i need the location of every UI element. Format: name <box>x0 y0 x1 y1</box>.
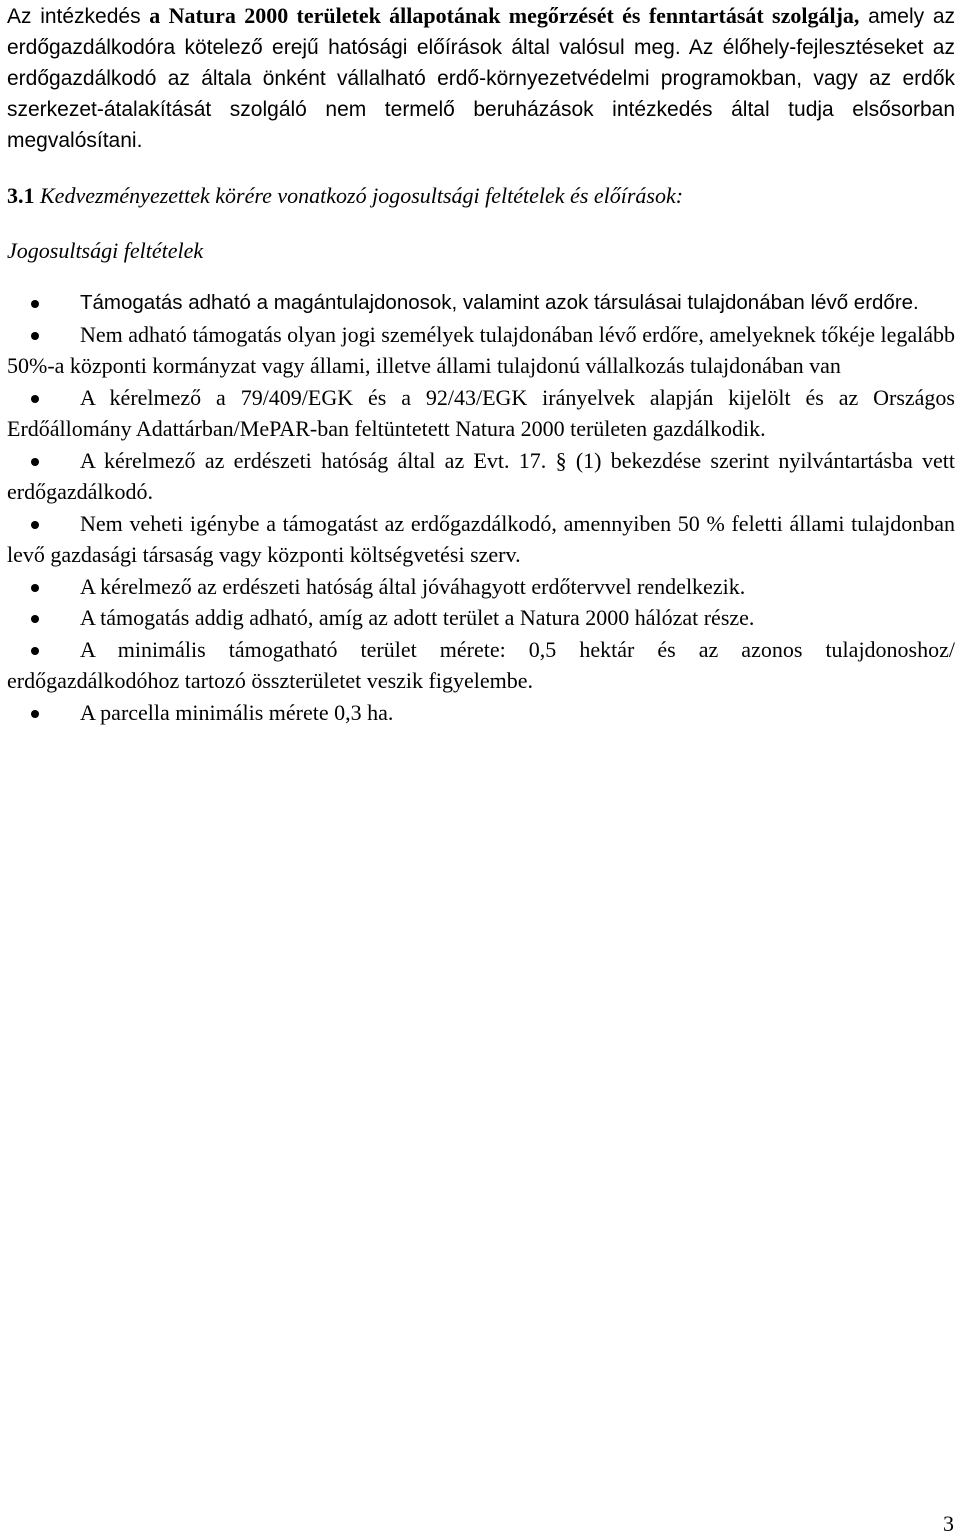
list-item <box>7 445 955 508</box>
list-item-text: Támogatás adható a magántulajdonosok, valamint azok társulásai tulajdonában lévő erdőre. <box>80 291 919 314</box>
page-number: 3 <box>943 1511 954 1536</box>
list-item <box>7 602 955 634</box>
list-item-text: A támogatás addig adható, amíg az adott terület a Natura 2000 hálózat része. <box>80 605 755 630</box>
list-item <box>7 287 955 319</box>
bullet-icon <box>31 584 39 592</box>
bullet-icon <box>31 710 39 718</box>
list-item-text: A parcella minimális mérete 0,3 ha. <box>80 699 394 725</box>
bullet-icon <box>31 395 39 403</box>
list-item <box>7 634 955 697</box>
list-item <box>7 697 955 729</box>
list-item <box>7 508 955 571</box>
intro-text-start: Az intézkedés <box>7 5 150 28</box>
list-item-text: A minimális támogatható terület mérete: 0,5 hektár és az azonos tulajdonoshoz/ erdőgazdálkodóhoz tartozó összterületet veszik figyelembe. <box>7 636 955 693</box>
list-item-text: A kérelmező a 79/409/EGK és a 92/43/EGK irányelvek alapján kijelölt és az Országos Erdőállomány Adattárban/MePAR-ban feltüntetett Natura 2000 területen gazdálkodik. <box>7 384 955 441</box>
bullet-icon <box>31 647 39 655</box>
list-item-text: A kérelmező az erdészeti hatóság által az Evt. 17. § (1) bekezdése szerint nyilvántartásba vett erdőgazdálkodó. <box>7 447 955 504</box>
section-title: Kedvezményezettek körére vonatkozó jogosultsági feltételek és előírások: <box>34 183 684 208</box>
list-item-text: Nem veheti igénybe a támogatást az erdőgazdálkodó, amennyiben 50 % feletti állami tulajdonban levő gazdasági társaság vagy központi költségvetési szerv. <box>7 510 955 567</box>
section-number: 3.1 <box>7 183 35 208</box>
bullet-icon <box>31 332 39 340</box>
list-item <box>7 319 955 382</box>
intro-bold-text: a Natura 2000 területek állapotának megőrzését és fenntartását szolgálja, <box>149 3 860 28</box>
section-heading <box>7 180 955 211</box>
intro-text-rest: amely az erdőgazdálkodóra kötelező erejű hatósági előírások által valósul meg. Az élőhely-fejlesztéseket az erdőgazdálkodó az általa önként vállalható erdő-környezetvédelmi programokban, vagy az erdők szerkezet-átalakítását szolgáló nem termelő beruházások intézkedés által tudja elsősorban megvalósítani. <box>7 5 955 152</box>
conditions-list <box>7 287 955 728</box>
document-page <box>7 0 955 728</box>
list-item-text: Nem adható támogatás olyan jogi személyek tulajdonában lévő erdőre, amelyeknek tőkéje legalább 50%-a központi kormányzat vagy állami, illetve állami tulajdonú vállalkozás tulajdonában van <box>7 321 955 378</box>
intro-paragraph <box>7 0 955 156</box>
list-item-text: A kérelmező az erdészeti hatóság által jóváhagyott erdőtervvel rendelkezik. <box>80 573 746 599</box>
list-item <box>7 571 955 603</box>
list-item <box>7 382 955 445</box>
bullet-icon <box>31 458 39 466</box>
bullet-icon <box>31 300 39 308</box>
bullet-icon <box>31 521 39 529</box>
subheading: Jogosultsági feltételek <box>7 238 204 263</box>
bullet-icon <box>31 615 39 623</box>
